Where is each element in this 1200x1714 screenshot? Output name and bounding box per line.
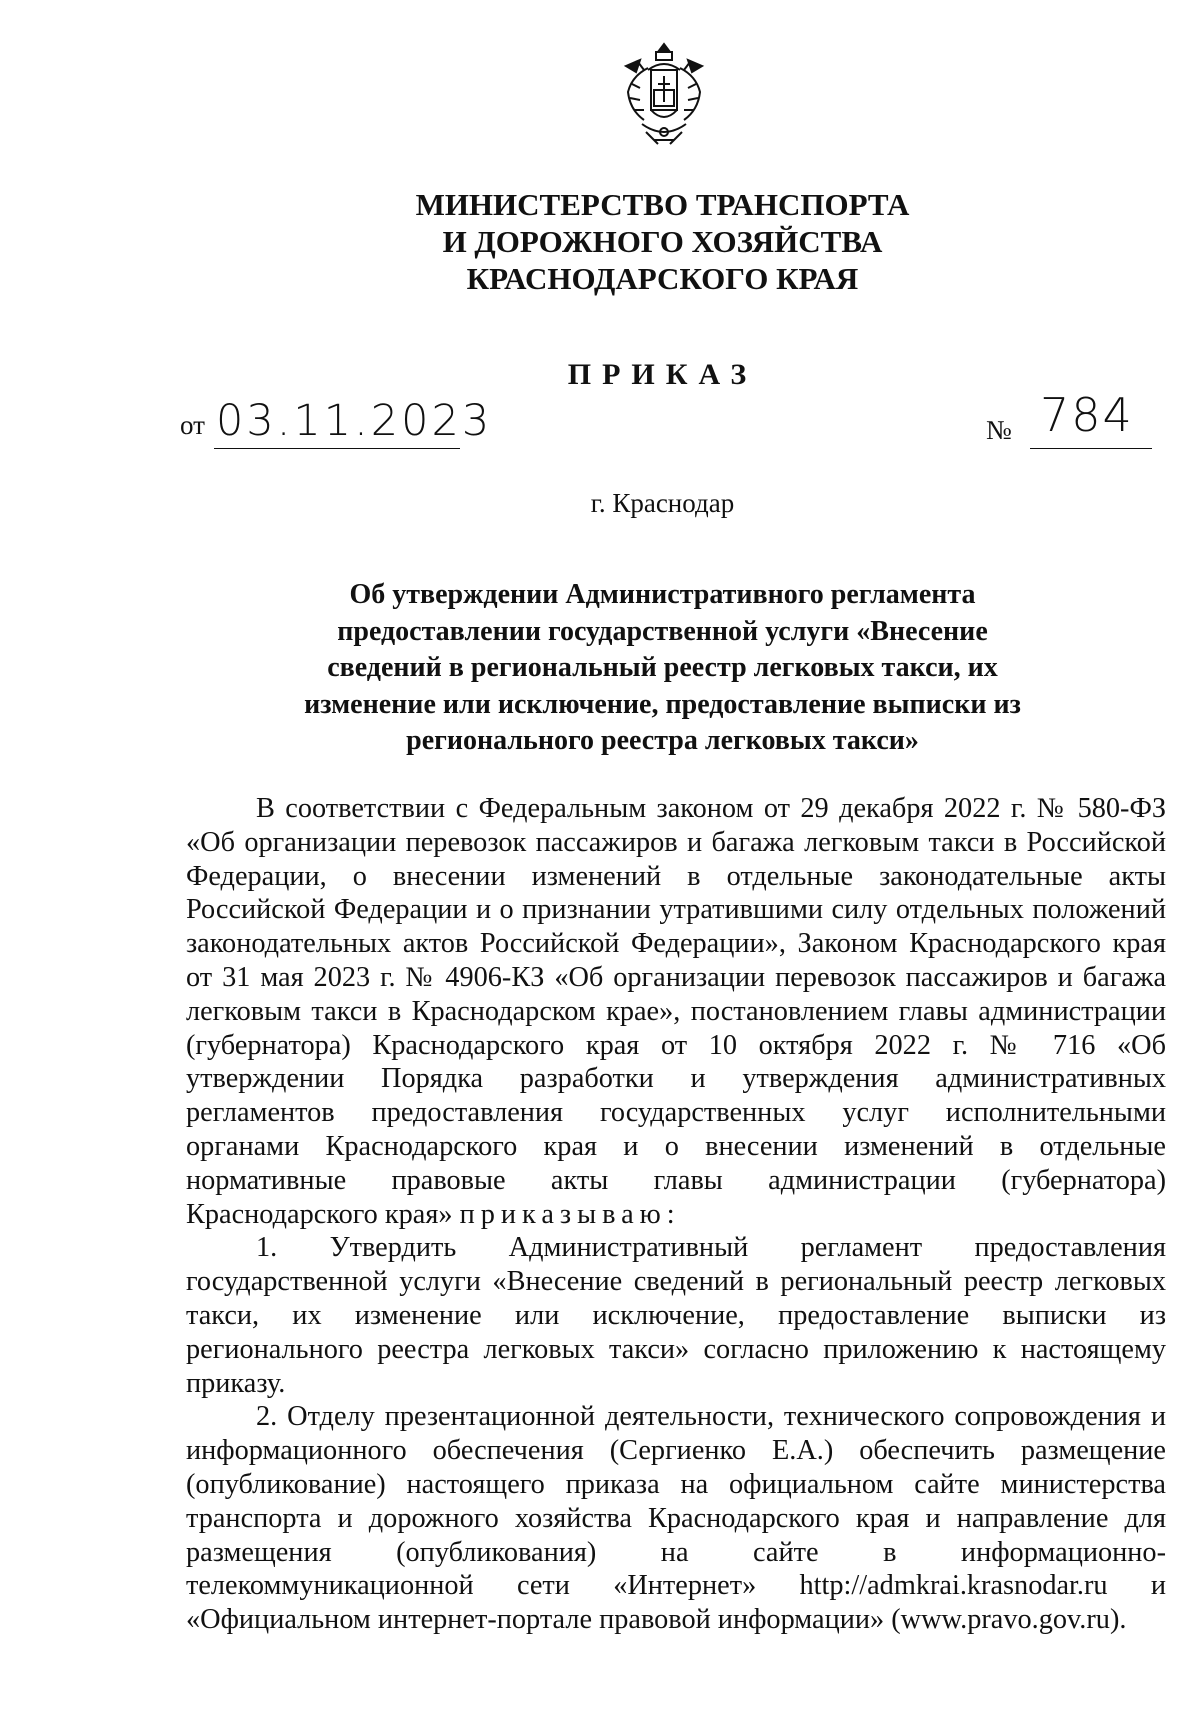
city-location: г. Краснодар <box>590 488 735 518</box>
ministry-name-line: И ДОРОЖНОГО ХОЗЯЙСТВА <box>442 224 883 259</box>
order-item-1: 1. Утвердить Административный регламент предоставления государственной услуги «Внесение сведений в региональный реестр легковых такси, их изменение или исключение, предоставление выписки из регионального реестра легковых такси» согласно приложению к настоящему приказу. <box>186 1232 1166 1399</box>
preamble-paragraph <box>186 792 1166 1231</box>
subject-line: предоставлении государственной услуги «Внесение <box>337 615 988 647</box>
order-item-2: 2. Отделу презентационной деятельности, технического сопровождения и информационного обеспечения (Сергиенко Е.А.) обеспечить размещение (опубликование) настоящего приказа на официальном сайте министерства транспорта и дорожного хозяйства Краснодарского края и направление для размещения (опубликования) на сайте в информационно-телекоммуникационной сети «Интернет» http://admkrai.krasnodar.ru и «Официальном интернет-портале правовой информации» (www.pravo.gov.ru). <box>186 1401 1166 1636</box>
order-body <box>186 792 1166 1637</box>
preamble-text: В соответствии с Федеральным законом от 29 декабря 2022 г. № 580-ФЗ «Об организации перевозок пассажиров и багажа легковым такси в Российской Федерации, о внесении изменений в отдельные законодательные акты Российской Федерации и о признании утратившими силу отдельных положений законодательных актов Российской Федерации», Законом Краснодарского края от 31 мая 2023 г. № 4906-КЗ «Об организации перевозок пассажиров и багажа легковым такси в Краснодарском крае», постановлением главы администрации (губернатора) Краснодарского края от 10 октября 2022 г. № 716 «Об утверждении Порядка разработки и утверждения административных регламентов предоставления государственных услуг исполнительными органами Краснодарского края и о внесении изменений в отдельные нормативные правовые акты главы администрации (губернатора) Краснодарского края» <box>186 793 1166 1230</box>
handwritten-date: 03.11.2023 <box>216 396 493 446</box>
order-subject <box>0 577 1200 760</box>
handwritten-number: 784 <box>1040 388 1134 442</box>
subject-line: изменение или исключение, предоставление выписки из <box>304 688 1021 720</box>
date-prefix: от <box>180 410 205 440</box>
number-prefix: № <box>986 415 1012 445</box>
ministry-name-line: КРАСНОДАРСКОГО КРАЯ <box>466 261 859 296</box>
subject-line: Об утверждении Административного регламента <box>349 579 976 610</box>
date-underline <box>214 448 460 449</box>
subject-line: регионального реестра легковых такси» <box>406 725 919 756</box>
coat-of-arms-icon <box>618 40 710 152</box>
ministry-name <box>0 186 1200 297</box>
document-type-title: ПРИКАЗ <box>567 358 758 391</box>
ministry-name-line: МИНИСТЕРСТВО ТРАНСПОРТА <box>415 187 910 222</box>
order-directive-word: приказываю: <box>459 1198 681 1230</box>
number-underline <box>1030 448 1152 449</box>
subject-line: сведений в региональный реестр легковых такси, их <box>327 652 998 683</box>
